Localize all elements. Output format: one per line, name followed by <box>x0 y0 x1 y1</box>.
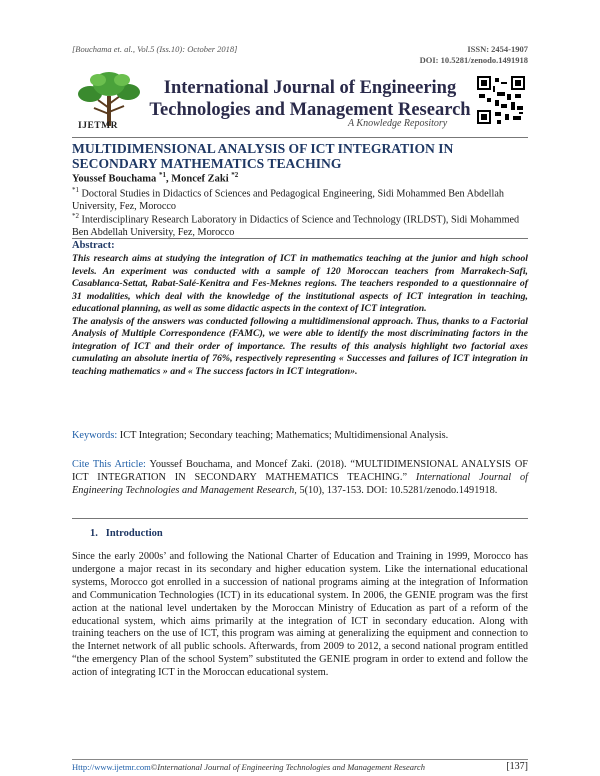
qr-code-icon <box>477 76 525 124</box>
section-divider <box>72 518 528 519</box>
section-body: Since the early 2000s’ and following the National Charter of Education and Training in 1999, Morocco has undergone a major recast in its secondary and higher education system. Like the international educational systems, Morocco got enrolled in a succession of national programs aiming at the integration of Information and Communication Technologies (ICT) in its educational system. In 2006, the GENIE program was the first action at the national level undertaken by the Moroccan Ministry of Education as part of a reform of the educational system, which aims primarily at the integration of ICT in secondary education. Along with training teachers on the use of ICT, this program was aiming at generalizing the equipment and connection to the Internet network of all public schools. Afterwards, from 2009 to 2012, a second national program entitled “the emergency Plan of the school System” substituted the GENIE program in order to extend and follow the action of integrating ICT in the Moroccan educational system. <box>72 551 528 679</box>
keywords <box>72 430 528 441</box>
journal-name: International Journal of Engineering Technologies and Management Research <box>149 78 471 120</box>
page-footer: Http://www.ijetmr.com©International Journal of Engineering Technologies and Management Research <box>72 762 426 772</box>
running-header-citation: [Bouchama et. al., Vol.5 (Iss.10): October 2018] <box>72 44 238 54</box>
issn: ISSN: 2454-1907 <box>467 44 528 54</box>
affiliation-2: $^{*2}$ Interdisciplinary Research Laboratory in Didactics of Science and Technology (IRLDST), Sidi Mohammed Ben Abdellah University, Fez, Morocco <box>72 212 520 238</box>
paper-title: MULTIDIMENSIONAL ANALYSIS OF ICT INTEGRATION IN SECONDARY MATHEMATICS TEACHING <box>72 141 454 171</box>
page-number: [137] <box>506 761 528 772</box>
abstract-body <box>72 253 528 378</box>
masthead-divider <box>72 137 528 138</box>
affiliation-1: $^{*1}$ Doctoral Studies in Didactics of Sciences and Pedagogical Engineering, Sidi Mohammed Ben Abdellah University, Fez, Morocco <box>72 186 504 212</box>
keywords-text: ICT Integration; Secondary teaching; Mathematics; Multidimensional Analysis. <box>119 430 449 441</box>
section-heading: 1. Introduction <box>90 528 163 539</box>
cite-this-article: Cite This Article: Youssef Bouchama, and Moncef Zaki. (2018). “MULTIDIMENSIONAL ANALYSIS OF ICT INTEGRATION IN SECONDARY MATHEMATICS TEACHING.” International Journal of Engineering Technologies and Management Research, 5(10), 137-153. DOI: 10.5281/zenodo.1491918. <box>72 459 529 496</box>
journal-tagline: A Knowledge Repository <box>348 118 448 129</box>
abstract-paragraph: The analysis of the answers was conducted following a multidimensional approach. Thus, thanks to a Factorial Analysis of Multiple Correspondence (FAMC), we were able to identify the most discriminating factors in the integration of ICT and their order of importance. The results of this analysis highlight two factorial axes cumulating an absolute inertia of 76%, respectively representing « Successes and failures of ICT integration in teaching mathematics » and « The success factors in ICT integration». <box>72 315 528 377</box>
abstract-paragraph: This research aims at studying the integration of ICT in mathematics teaching at the junior and high school levels. An experiment was conducted with a sample of 120 Moroccan teachers from Marrakech-Safi, Casablanca-Settat, Rabat-Salé-Kenitra and Fes-Meknes regions. The teachers responded to a questionnaire of 31 modalities, which deal with the knowledge of the institutional aspects of ICT integration in teaching, educational planning, as well as some didactic aspects in the context of ICT integration. <box>72 253 528 314</box>
keywords-label: Keywords: <box>72 430 118 441</box>
abstract-divider <box>72 238 528 239</box>
logo-text: IJETMR <box>78 121 118 131</box>
author-list: Youssef Bouchama $^{*1}$, Moncef Zaki $^{*2}$ <box>72 171 239 185</box>
journal-url-link[interactable]: Http://www.ijetmr.com <box>72 762 151 772</box>
running-header-ids <box>420 44 528 66</box>
doi: DOI: 10.5281/zenodo.1491918 <box>419 55 528 65</box>
cite-label: Cite This Article: <box>72 459 146 470</box>
footer-divider <box>72 759 528 760</box>
abstract-heading: Abstract: <box>72 240 115 251</box>
